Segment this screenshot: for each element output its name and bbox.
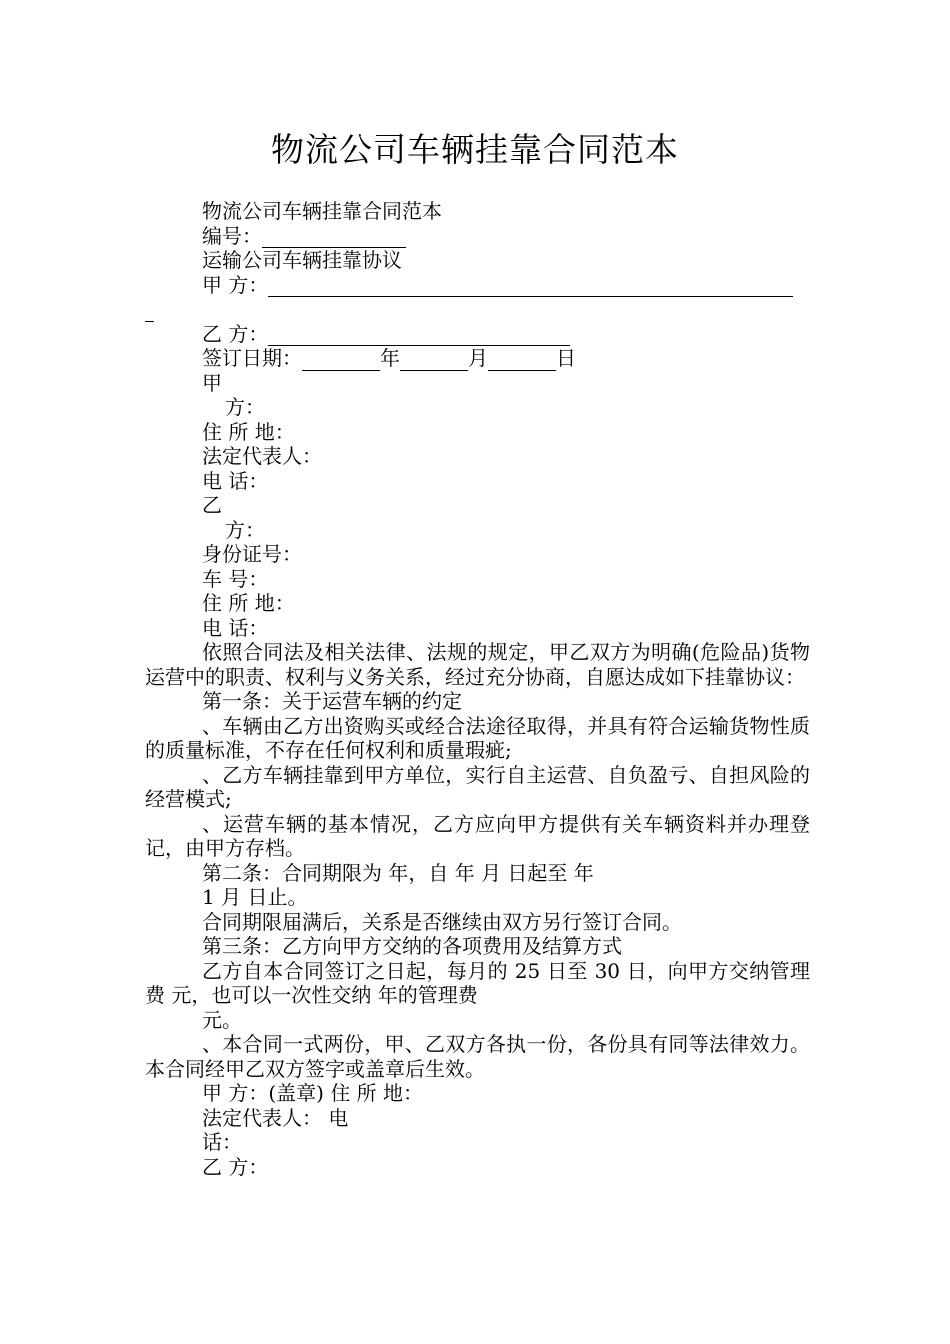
intro-paragraph: 依照合同法及相关法律、法规的规定，甲乙双方为明确(危险品)货物运营中的职责、权利与义务关系，经过充分协商，自愿达成如下挂靠协议： bbox=[145, 640, 810, 689]
article-1-item-1: 、车辆由乙方出资购买或经合法途径取得，并具有符合运输货物性质的质量标准，不存在任何权利和质量瑕疵; bbox=[145, 713, 810, 762]
article-3-paragraph-end: 元。 bbox=[202, 1007, 242, 1032]
day-blank bbox=[488, 350, 556, 371]
article-1-item-3: 、运营车辆的基本情况，乙方应向甲方提供有关车辆资料并办理登记，由甲方存档。 bbox=[145, 811, 810, 860]
document-title: 物流公司车辆挂靠合同范本 bbox=[271, 130, 679, 169]
party-b-plate: 车 号： bbox=[202, 566, 269, 591]
article-2-paragraph: 合同期限届满后，关系是否继续由双方另行签订合同。 bbox=[202, 909, 682, 934]
article-2-line-2: 1 月 日止。 bbox=[202, 885, 308, 909]
number-line bbox=[145, 224, 810, 249]
party-b-address: 住 所 地： bbox=[202, 591, 295, 615]
signature-party-b: 乙 方： bbox=[202, 1154, 269, 1179]
agreement-name: 运输公司车辆挂靠协议 bbox=[202, 248, 402, 272]
signature-party-a: 甲 方：(盖章) 住 所 地： bbox=[202, 1081, 424, 1105]
party-a-line bbox=[145, 273, 810, 298]
sign-date-label: 签订日期： bbox=[202, 346, 302, 370]
party-b-line bbox=[145, 322, 810, 347]
article-2-line-1: 第二条：合同期限为 年，自 年 月 日起至 年 bbox=[202, 860, 594, 885]
party-b-id-number: 身份证号： bbox=[202, 542, 302, 566]
signature-legal-rep: 法定代表人： 电 bbox=[202, 1105, 349, 1130]
party-a-blank bbox=[268, 276, 793, 297]
party-a-legal-rep: 法定代表人： bbox=[202, 444, 322, 468]
number-blank bbox=[262, 227, 406, 248]
party-b-char1: 乙 bbox=[202, 493, 222, 517]
sign-date-line bbox=[145, 346, 810, 371]
party-a-char1: 甲 bbox=[202, 370, 222, 395]
article-1-title: 第一条：关于运营车辆的约定 bbox=[202, 689, 462, 713]
document-body bbox=[145, 199, 810, 1179]
party-b-label: 乙 方： bbox=[202, 321, 269, 346]
party-a-phone: 电 话： bbox=[202, 468, 269, 493]
party-a-blank-overflow bbox=[145, 297, 810, 322]
party-b-char2: 方： bbox=[225, 517, 265, 542]
party-a-char2: 方： bbox=[225, 395, 265, 419]
day-label: 日 bbox=[556, 346, 576, 370]
article-1-item-2: 、乙方车辆挂靠到甲方单位，实行自主运营、自负盈亏、自担风险的经营模式; bbox=[145, 762, 810, 811]
number-label: 编号： bbox=[202, 223, 262, 248]
overflow-dash bbox=[145, 305, 154, 322]
month-label: 月 bbox=[468, 346, 488, 370]
year-label: 年 bbox=[380, 346, 400, 370]
subtitle: 物流公司车辆挂靠合同范本 bbox=[202, 199, 442, 223]
month-blank bbox=[400, 350, 468, 371]
year-blank bbox=[302, 350, 380, 371]
party-b-blank bbox=[268, 325, 570, 346]
copies-paragraph: 、本合同一式两份，甲、乙双方各执一份，各份具有同等法律效力。本合同经甲乙双方签字或盖章后生效。 bbox=[145, 1032, 810, 1081]
article-3-title: 第三条：乙方向甲方交纳的各项费用及结算方式 bbox=[202, 934, 622, 958]
signature-phone: 话： bbox=[202, 1130, 242, 1154]
party-a-label: 甲 方： bbox=[202, 272, 269, 297]
article-3-paragraph: 乙方自本合同签订之日起，每月的 25 日至 30 日，向甲方交纳管理费 元，也可以一次性交纳 年的管理费 bbox=[145, 958, 810, 1007]
party-b-phone: 电 话： bbox=[202, 615, 269, 640]
party-a-address: 住 所 地： bbox=[202, 419, 295, 444]
